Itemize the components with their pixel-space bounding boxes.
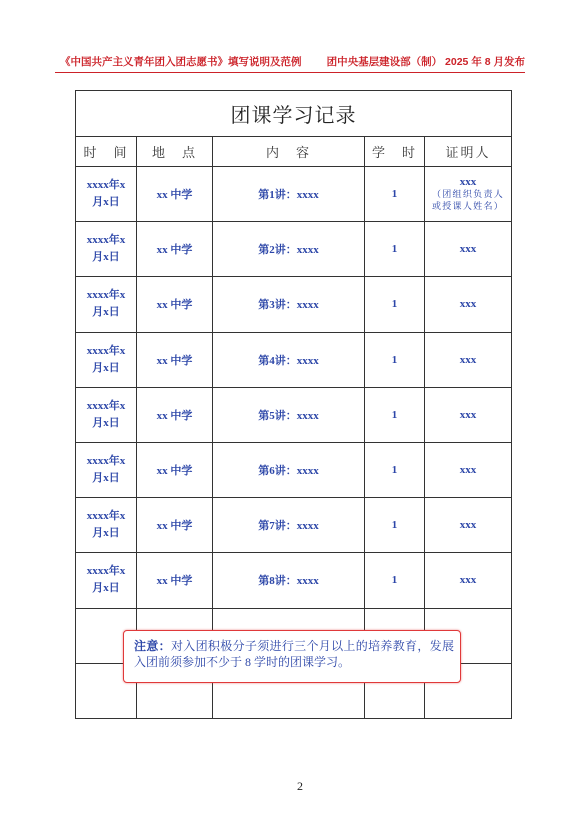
hours-cell bbox=[365, 498, 425, 553]
page-number: 2 bbox=[297, 779, 303, 793]
witness-cell bbox=[425, 498, 512, 553]
place-cell bbox=[137, 222, 213, 277]
note-label: 注意： bbox=[134, 639, 171, 653]
date-text: xxxx年x月x日 bbox=[86, 510, 126, 540]
table-row bbox=[76, 222, 512, 277]
witness-cell bbox=[425, 277, 512, 332]
witness-cell bbox=[425, 442, 512, 497]
date-text: xxxx年x月x日 bbox=[86, 179, 126, 209]
content-cell bbox=[213, 222, 365, 277]
hours-text: 1 bbox=[391, 519, 398, 532]
content-cell bbox=[213, 442, 365, 497]
content-cell bbox=[213, 277, 365, 332]
witness-text: xxx bbox=[459, 574, 477, 587]
hours-text: 1 bbox=[391, 353, 398, 366]
place-cell bbox=[137, 387, 213, 442]
content-text: 第8讲：xxxx bbox=[258, 575, 319, 588]
hours-text: 1 bbox=[391, 464, 398, 477]
place-text: xx 中学 bbox=[156, 575, 193, 588]
content-cell bbox=[213, 387, 365, 442]
content-text: 第5讲：xxxx bbox=[258, 409, 319, 422]
witness-text: xxx bbox=[459, 243, 477, 256]
hours-cell bbox=[365, 387, 425, 442]
place-text: xx 中学 bbox=[156, 520, 193, 533]
date-cell bbox=[76, 222, 137, 277]
hours-cell bbox=[365, 277, 425, 332]
place-cell bbox=[137, 498, 213, 553]
column-header-place: 地 点 bbox=[137, 137, 213, 167]
attention-note bbox=[123, 630, 461, 683]
date-text: xxxx年x月x日 bbox=[86, 234, 126, 264]
column-header-content: 内 容 bbox=[213, 137, 365, 167]
table-row bbox=[76, 167, 512, 222]
witness-cell bbox=[425, 222, 512, 277]
header-document-title: 《中国共产主义青年团入团志愿书》填写说明及范例 bbox=[60, 56, 302, 68]
content-text: 第3讲：xxxx bbox=[258, 299, 319, 312]
witness-text: xxx bbox=[459, 353, 477, 366]
header-publisher: 团中央基层建设部（制） 2025 年 8 月发布 bbox=[326, 56, 525, 68]
table-row bbox=[76, 277, 512, 332]
course-record-table bbox=[75, 90, 512, 719]
hours-cell bbox=[365, 167, 425, 222]
content-cell bbox=[213, 332, 365, 387]
place-cell bbox=[137, 553, 213, 608]
witness-cell bbox=[425, 387, 512, 442]
place-text: xx 中学 bbox=[156, 299, 193, 312]
witness-note: （团组织负责人或授课人姓名） bbox=[431, 189, 505, 212]
witness-text: xxx bbox=[459, 464, 477, 477]
content-cell bbox=[213, 498, 365, 553]
content-text: 第7讲：xxxx bbox=[258, 520, 319, 533]
table-row bbox=[76, 553, 512, 608]
hours-text: 1 bbox=[391, 408, 398, 421]
column-header-time: 时 间 bbox=[76, 137, 137, 167]
date-text: xxxx年x月x日 bbox=[86, 289, 126, 319]
table-row bbox=[76, 498, 512, 553]
table-row bbox=[76, 387, 512, 442]
column-header-witness: 证明人 bbox=[425, 137, 512, 167]
table-row bbox=[76, 332, 512, 387]
table-row bbox=[76, 442, 512, 497]
column-header-hours: 学 时 bbox=[365, 137, 425, 167]
place-text: xx 中学 bbox=[156, 465, 193, 478]
place-text: xx 中学 bbox=[156, 409, 193, 422]
date-text: xxxx年x月x日 bbox=[86, 455, 126, 485]
witness-text: xxx bbox=[459, 298, 477, 311]
date-text: xxxx年x月x日 bbox=[86, 399, 126, 429]
content-text: 第1讲：xxxx bbox=[258, 189, 319, 202]
witness-cell bbox=[425, 553, 512, 608]
hours-cell bbox=[365, 553, 425, 608]
table-title: 团课学习记录 bbox=[76, 91, 512, 137]
date-cell bbox=[76, 553, 137, 608]
date-cell bbox=[76, 387, 137, 442]
date-text: xxxx年x月x日 bbox=[86, 344, 126, 374]
witness-cell bbox=[425, 167, 512, 222]
hours-cell bbox=[365, 332, 425, 387]
note-text: 对入团积极分子须进行三个月以上的培养教育，发展入团前须参加不少于 8 学时的团课学习。 bbox=[134, 639, 454, 669]
hours-text: 1 bbox=[391, 298, 398, 311]
hours-text: 1 bbox=[391, 188, 398, 201]
place-text: xx 中学 bbox=[156, 244, 193, 257]
place-cell bbox=[137, 167, 213, 222]
hours-cell bbox=[365, 222, 425, 277]
witness-text: xxx bbox=[459, 408, 477, 421]
content-cell bbox=[213, 167, 365, 222]
date-cell bbox=[76, 498, 137, 553]
place-cell bbox=[137, 277, 213, 332]
date-cell bbox=[76, 332, 137, 387]
table-header-row bbox=[76, 137, 512, 167]
place-text: xx 中学 bbox=[156, 354, 193, 367]
content-cell bbox=[213, 553, 365, 608]
place-text: xx 中学 bbox=[156, 189, 193, 202]
date-text: xxxx年x月x日 bbox=[86, 565, 126, 595]
content-text: 第6讲：xxxx bbox=[258, 465, 319, 478]
date-cell bbox=[76, 442, 137, 497]
place-cell bbox=[137, 442, 213, 497]
content-text: 第2讲：xxxx bbox=[258, 244, 319, 257]
place-cell bbox=[137, 332, 213, 387]
witness-cell bbox=[425, 332, 512, 387]
table-title-row bbox=[76, 91, 512, 137]
date-cell bbox=[76, 277, 137, 332]
hours-cell bbox=[365, 442, 425, 497]
date-cell bbox=[76, 167, 137, 222]
header-rule bbox=[55, 72, 525, 73]
hours-text: 1 bbox=[391, 574, 398, 587]
witness-text: xxx bbox=[459, 176, 477, 189]
content-text: 第4讲：xxxx bbox=[258, 354, 319, 367]
hours-text: 1 bbox=[391, 243, 398, 256]
witness-text: xxx bbox=[459, 519, 477, 532]
